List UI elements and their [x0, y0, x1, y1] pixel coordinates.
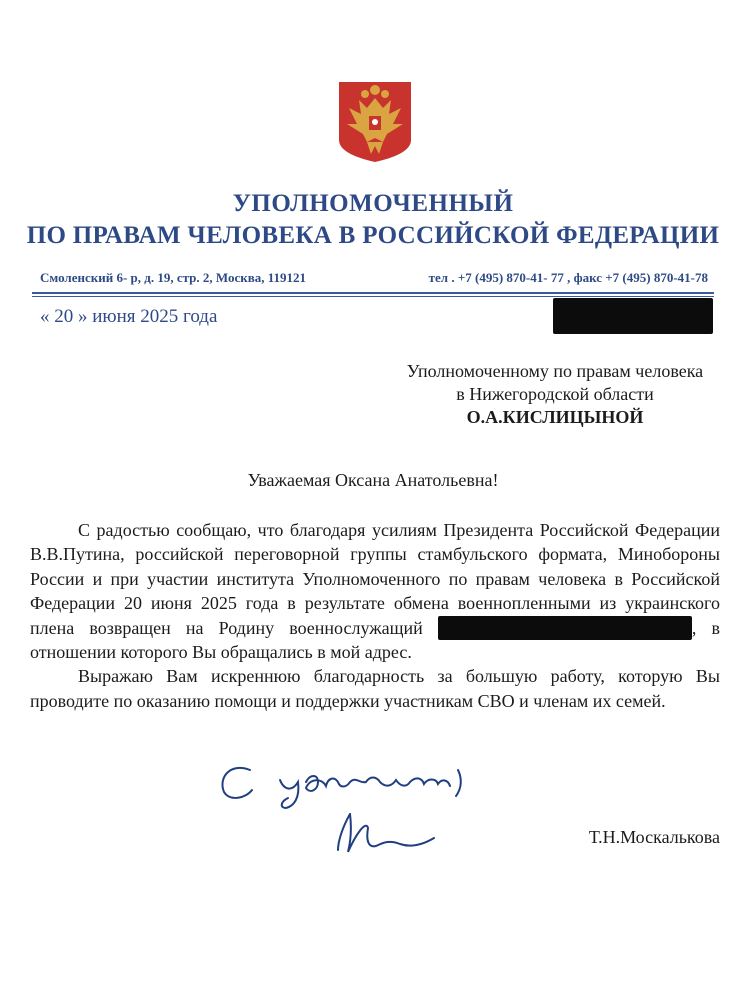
- org-title-line1: УПОЛНОМОЧЕННЫЙ: [232, 190, 514, 217]
- letter-date: « 20 » июня 2025 года: [40, 306, 218, 327]
- russian-coat-of-arms-icon: [337, 80, 413, 164]
- header-rule: [32, 292, 714, 294]
- recipient-line1: Уполномоченному по правам человека: [406, 361, 704, 381]
- redacted-reference-number: [553, 298, 713, 334]
- paragraph-1-text: С радостью сообщаю, что благодаря усилиям Президента Российской Федерации В.В.Путина, российской переговорной группы стамбульского формата, Минобороны России и при участии института Уполномоченного по правам человека в Российской Федерации 20 июня 2025 года в результате обмена военнопленными из украинского плена возвращен на Родину военнослужащий: [30, 520, 720, 638]
- org-title-line2: ПО ПРАВАМ ЧЕЛОВЕКА В РОССИЙСКОЙ ФЕДЕРАЦИИ: [26, 222, 720, 249]
- paragraph-1: [30, 518, 720, 664]
- paragraph-2: Выражаю Вам искреннюю благодарность за большую работу, которую Вы проводите по оказанию помощи и поддержки участникам СВО и членам их семей.: [30, 666, 720, 711]
- header-rule-thin: [32, 296, 714, 297]
- org-phones: тел . +7 (495) 870-41- 77 , факс +7 (495) 870-41-78: [428, 270, 708, 285]
- org-address: Смоленский 6- р, д. 19, стр. 2, Москва, 119121: [40, 270, 307, 285]
- redacted-name: [438, 616, 692, 640]
- recipient-line2: в Нижегородской области: [456, 384, 654, 404]
- paragraph-1-tail: , в отношении которого Вы обращались в мой адрес.: [30, 617, 721, 663]
- letter-body: [30, 518, 720, 713]
- greeting: Уважаемая Оксана Анатольевна!: [247, 470, 499, 490]
- signer-name: Т.Н.Москалькова: [588, 827, 720, 847]
- handwritten-signature: [210, 748, 530, 868]
- recipient-name: О.А.КИСЛИЦЫНОЙ: [466, 407, 644, 427]
- recipient-block: [390, 360, 720, 429]
